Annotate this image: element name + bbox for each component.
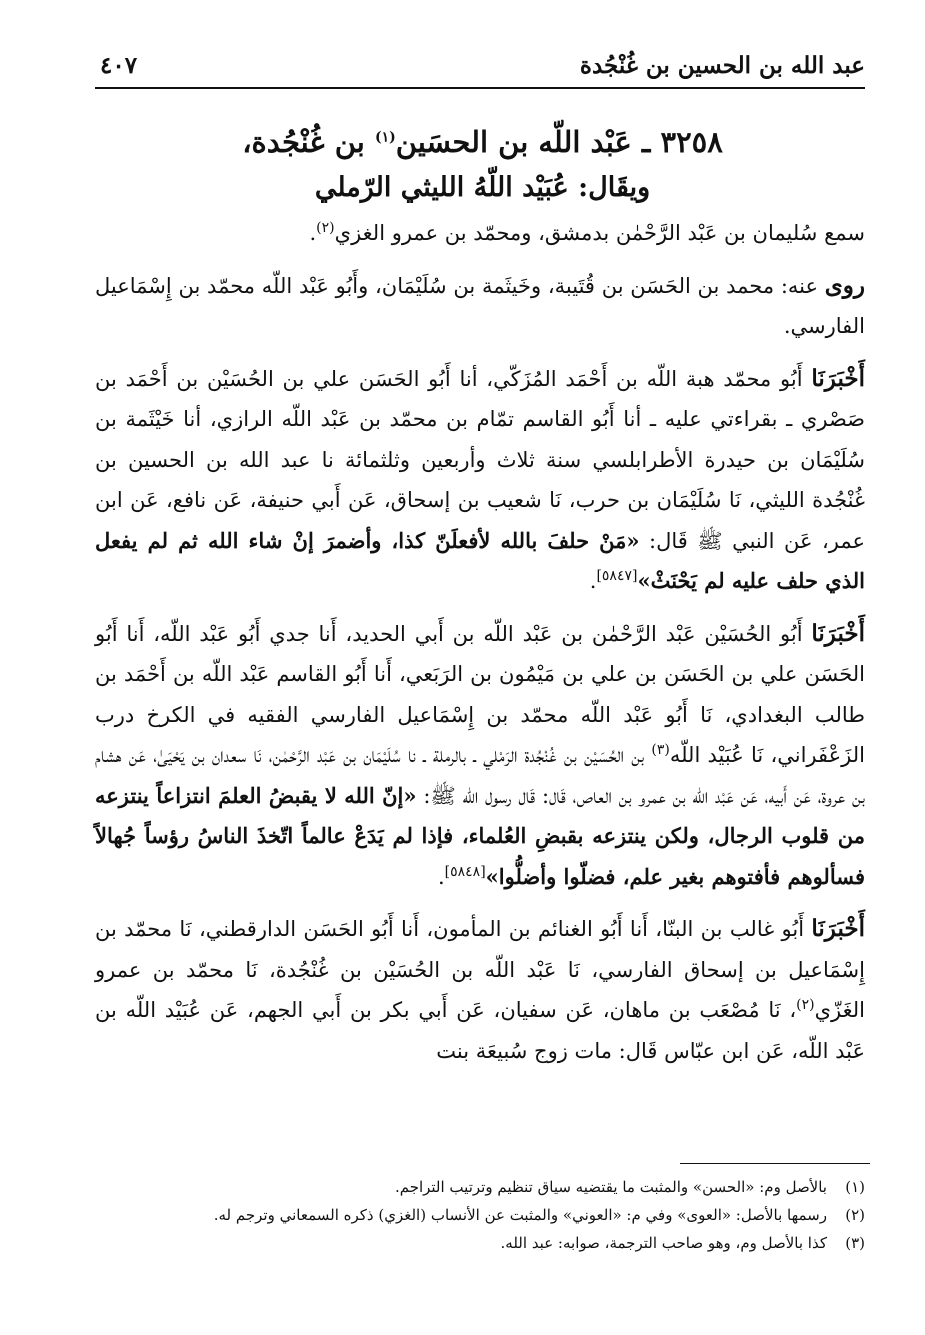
footnotes bbox=[95, 1173, 865, 1257]
paragraph-4 bbox=[95, 614, 865, 898]
paragraph-text: سمع سُليمان بن عَبْد الرَّحْمٰن بدمشق، ومحمّد بن عمرو الغزي bbox=[334, 221, 865, 245]
footnote-1 bbox=[95, 1173, 865, 1201]
entry-title bbox=[100, 118, 865, 166]
entry-subtitle: ويقَال: عُبَيْد اللّهُ الليثي الرّملي bbox=[314, 172, 651, 203]
paragraph-text-cont: بن الحُسَيْن بن غُنْجُدة الرَمْلي ـ بالرملة ـ نا سُلَيْمَان بن عَبْد الرَّحْمٰن، نَا سعدان بن يَحْيَىٰ، عَن هشام بن عروة، عَن أَبيه، عَن عَبْد اللّه بن عمرو بن العاص، قَال: قَال رسول الله ﷺ: bbox=[95, 743, 865, 808]
paragraph-3 bbox=[95, 359, 865, 602]
footnote-2 bbox=[95, 1201, 865, 1229]
running-title: عبد الله بن الحسين بن غُنْجُدة bbox=[579, 52, 865, 79]
hadith-text: «إنّ الله لا يقبضُ العلمَ انتزاعاً ينتزعه من قلوب الرجال، ولكن ينتزعه بقبضِ العُلماء، فإذا لم يَدَعْ عالماً اتّخذَ الناسُ رؤساً جُهالاً فسألوهم فأفتوهم بغير علم، فضلّوا وأضلُّوا» bbox=[95, 782, 865, 889]
paragraph-text: أَبُو محمّد هبة اللّه بن أَحْمَد المُزَكّي، أنا أَبُو الحَسَن علي بن الحُسَيْن بن أَحْمَد بن صَصْري ـ بقراءتي عليه ـ أنا أَبُو القاسم تمّام بن محمّد بن عَبْد اللّه الرازي، أنا خَيْثَمة بن سُلَيْمَان بن حيدرة الأطرابلسي سنة ثلاث وأربعين وثلثمائة نا عبد الله بن الحسين بن غُنْجُدة الليثي، نَا سُلَيْمَان بن حرب، نَا شعيب بن إسحاق، عَن أَبي حنيفة، عَن نافع، عَن ابن عمر، عَن النبي ﷺ قَال: bbox=[95, 366, 865, 553]
footnote-text: بالأصل وم: «الحسن» والمثبت ما يقتضيه سياق تنظيم وترتيب التراجم. bbox=[394, 1178, 827, 1196]
footnote-number: (١) bbox=[845, 1178, 865, 1196]
header-rule bbox=[95, 87, 865, 89]
entry-heading bbox=[100, 118, 865, 210]
lead-word: أَخْبَرَنَا bbox=[811, 619, 865, 647]
footnote-ref: (٣) bbox=[651, 742, 670, 758]
page-number: ٤٠٧ bbox=[100, 52, 138, 79]
paragraph-text: أَبُو غالب بن البنّا، أَنا أَبُو الغنائم بن المأمون، أَنا أَبُو الحَسَن الدارقطني، نَا محمّد بن إِسْمَاعيل بن إسحاق الفارسي، نَا عَبْد اللّه بن الحُسَيْن بن غُنْجُدة، نَا محمّد بن عمرو الغَزّي bbox=[95, 917, 865, 1022]
hadith-number: [٥٨٤٧] bbox=[596, 568, 638, 584]
lead-word: روى bbox=[824, 271, 865, 299]
entry-title-text: ٣٢٥٨ ـ عَبْد اللّه بن الحسَين bbox=[395, 125, 723, 159]
paragraph-text: عنه: محمد بن الحَسَن بن قُتَيبة، وخَيثَمة بن سُلَيْمَان، وأَبُو عَبْد اللّه محمّد بن إِسْمَاعيل الفارسي. bbox=[95, 273, 865, 338]
paragraph-end: . bbox=[437, 864, 445, 889]
footnote-number: (٣) bbox=[845, 1234, 865, 1252]
lead-word: أَخْبَرَنَا bbox=[811, 364, 865, 392]
paragraph-2 bbox=[95, 266, 865, 347]
paragraph-text-cont: ، نَا مُصْعَب بن ماهان، عَن سفيان، عَن أَبي بكر بن أَبي الجهم، عَن عُبَيْد اللّه بن عَبْد اللّه، عَن ابن عبّاس قَال: مات زوج سُبيعَة بنت bbox=[95, 998, 865, 1063]
footnote-ref: (١) bbox=[374, 129, 396, 146]
footnote-text: رسمها بالأصل: «العوى» وفي م: «العوني» والمثبت عن الأنساب (الغزي) ذكره السمعاني وترجم له. bbox=[213, 1206, 827, 1224]
paragraph-1 bbox=[95, 213, 865, 254]
footnote-ref: (٢) bbox=[796, 997, 815, 1013]
hadith-text: «مَنْ حلفَ بالله لأفعلَنّ كذا، وأضمرَ إنْ شاء الله ثم لم يفعل الذي حلف عليه لم يَحْنَثْ» bbox=[95, 527, 865, 593]
footnote-number: (٢) bbox=[845, 1206, 865, 1224]
paragraph-end: . bbox=[589, 569, 597, 593]
footnote-text: كذا بالأصل وم، وهو صاحب الترجمة، صوابه: عبد الله. bbox=[500, 1234, 827, 1252]
lead-word: أَخْبَرَنَا bbox=[811, 915, 865, 942]
footnote-rule bbox=[680, 1163, 870, 1164]
paragraph-text: أَبُو الحُسَيْن عَبْد الرَّحْمٰن بن عَبْد اللّه بن أَبي الحديد، أَنا جدي أَبُو عَبْد اللّه، أَنا أَبُو الحَسَن علي بن الحَسَن بن علي بن مَيْمُون بن الرَبَعي، أَنا أَبُو القاسم عَبْد اللّه بن أَحْمَد بن طالب البغدادي، نَا أَبُو عَبْد اللّه محمّد بن إِسْمَاعيل الفارسي الفقيه في الكرخ درب الزَعْفَراني، نَا عُبَيْد اللّه bbox=[95, 621, 865, 767]
hadith-number: [٥٨٤٨] bbox=[444, 863, 486, 880]
footnote-ref: (٢) bbox=[316, 220, 335, 236]
footnote-3 bbox=[95, 1229, 865, 1257]
paragraph-end: . bbox=[309, 221, 317, 245]
running-head bbox=[95, 52, 865, 92]
entry-title-end: بن غُنْجُدة، bbox=[242, 125, 375, 159]
body-text bbox=[95, 213, 865, 1083]
paragraph-5 bbox=[95, 909, 865, 1071]
